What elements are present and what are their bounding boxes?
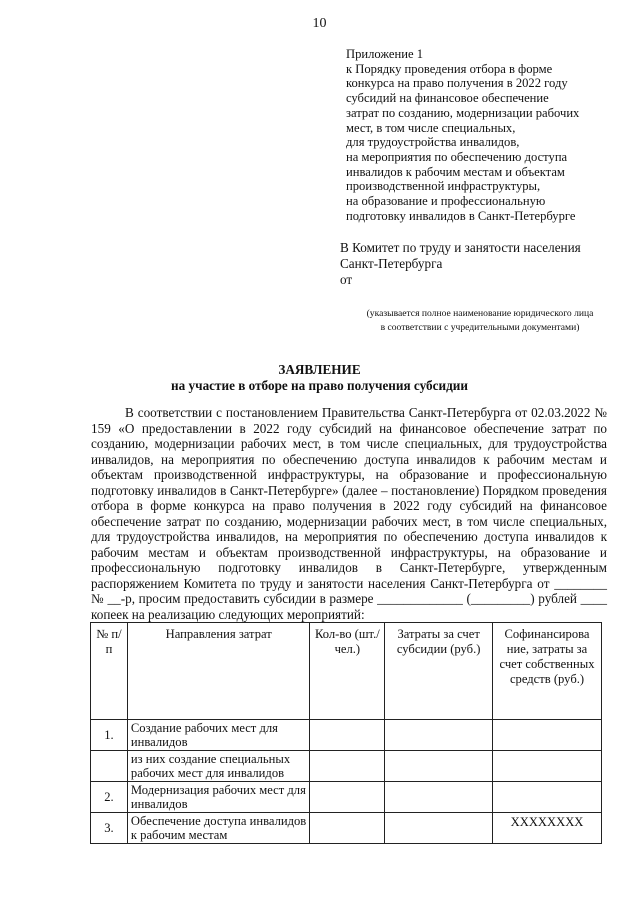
addressee-block — [340, 240, 581, 288]
table-row — [91, 720, 602, 751]
appendix-line: подготовку инвалидов в Санкт-Петербурге — [346, 208, 576, 223]
page-number: 10 — [312, 16, 327, 31]
row-qty — [310, 782, 385, 813]
header-subsidy: Затраты за счет субсидии (руб.) — [385, 623, 493, 720]
note-line: в соответствии с учредительными документами) — [380, 321, 580, 333]
header-num: № п/п — [91, 623, 128, 720]
row-name: Создание рабочих мест для инвалидов — [127, 720, 310, 751]
application-body — [91, 405, 607, 622]
table-row — [91, 782, 602, 813]
table-row — [91, 813, 602, 844]
row-cofinancing — [493, 751, 602, 782]
appendix-line: конкурса на право получения в 2022 году — [346, 76, 568, 91]
appendix-line: затрат по созданию, модернизации рабочих — [346, 105, 580, 120]
header-direction: Направления затрат — [127, 623, 310, 720]
title-main: ЗАЯВЛЕНИЕ — [278, 362, 361, 377]
row-qty — [310, 720, 385, 751]
addressee-line: Санкт-Петербурга — [340, 256, 443, 271]
row-name: Обеспечение доступа инвалидов к рабочим местам — [127, 813, 310, 844]
row-qty — [310, 813, 385, 844]
body-paragraph: В соответствии с постановлением Правительства Санкт-Петербурга от 02.03.2022 № 159 «О предоставлении в 2022 году субсидий на финансовое обеспечение затрат по созданию, модернизации рабочих мест, в том числе специальных, для трудоустройства инвалидов, на мероприятия по обеспечению доступа инвалидов к рабочим местам и объектам производственной инфраструктуры, на образование и профессиональную подготовку инвалидов в Санкт-Петербурге» (далее – постановление) Порядком проведения отбора в форме конкурса на право получения в 2022 году субсидий на финансовое обеспечение затрат по созданию, модернизации рабочих мест, в том числе специальных, для трудоустройства инвалидов, на мероприятия по обеспечению доступа инвалидов к рабочим местам и объектам производственной инфраструктуры, на образование и профессиональную подготовку инвалидов в Санкт-Петербурге, утвержденным распоряжением Комитета по труду и занятости населения Санкт-Петербурга от ________ № __-р, просим предоставить субсидии в размере _____________ (_________) рублей ____ копеек на реализацию следующих мероприятий: — [91, 405, 607, 622]
row-num: 1. — [91, 720, 128, 751]
appendix-line: Приложение 1 — [346, 47, 424, 61]
row-name: из них создание специальных рабочих мест для инвалидов — [127, 751, 310, 782]
appendix-line: производственной инфраструктуры, — [346, 179, 541, 194]
title-sub: на участие в отборе на право получения субсидии — [171, 378, 468, 393]
cost-table — [90, 622, 602, 844]
legal-entity-note — [350, 307, 610, 334]
appendix-line: к Порядку проведения отбора в форме — [346, 61, 553, 76]
table-row — [91, 751, 602, 782]
row-name: Модернизация рабочих мест для инвалидов — [127, 782, 310, 813]
row-subsidy — [385, 751, 493, 782]
addressee-line: от — [340, 272, 353, 287]
note-line: (указывается полное наименование юридического лица — [366, 308, 594, 319]
row-cofinancing — [493, 782, 602, 813]
header-cofinancing: Софинансирова ние, затраты за счет собственных средств (руб.) — [493, 623, 602, 720]
table-header-row — [91, 623, 602, 720]
appendix-line: на мероприятия по обеспечению доступа — [346, 149, 568, 164]
appendix-line: для трудоустройства инвалидов, — [346, 135, 520, 150]
row-subsidy — [385, 720, 493, 751]
row-num — [91, 751, 128, 782]
appendix-block — [346, 47, 626, 223]
row-subsidy — [385, 813, 493, 844]
header-qty: Кол-во (шт./чел.) — [310, 623, 385, 720]
appendix-line: мест, в том числе специальных, — [346, 120, 516, 135]
appendix-line: на образование и профессиональную — [346, 194, 546, 209]
appendix-line: субсидий на финансовое обеспечение — [346, 91, 549, 106]
row-num: 3. — [91, 813, 128, 844]
document-title — [0, 362, 639, 394]
appendix-line: инвалидов к рабочим местам и объектам — [346, 164, 565, 179]
row-num: 2. — [91, 782, 128, 813]
row-cofinancing: ХХХХХХХХ — [493, 813, 602, 844]
row-qty — [310, 751, 385, 782]
addressee-line: В Комитет по труду и занятости населения — [340, 240, 581, 255]
row-cofinancing — [493, 720, 602, 751]
row-subsidy — [385, 782, 493, 813]
